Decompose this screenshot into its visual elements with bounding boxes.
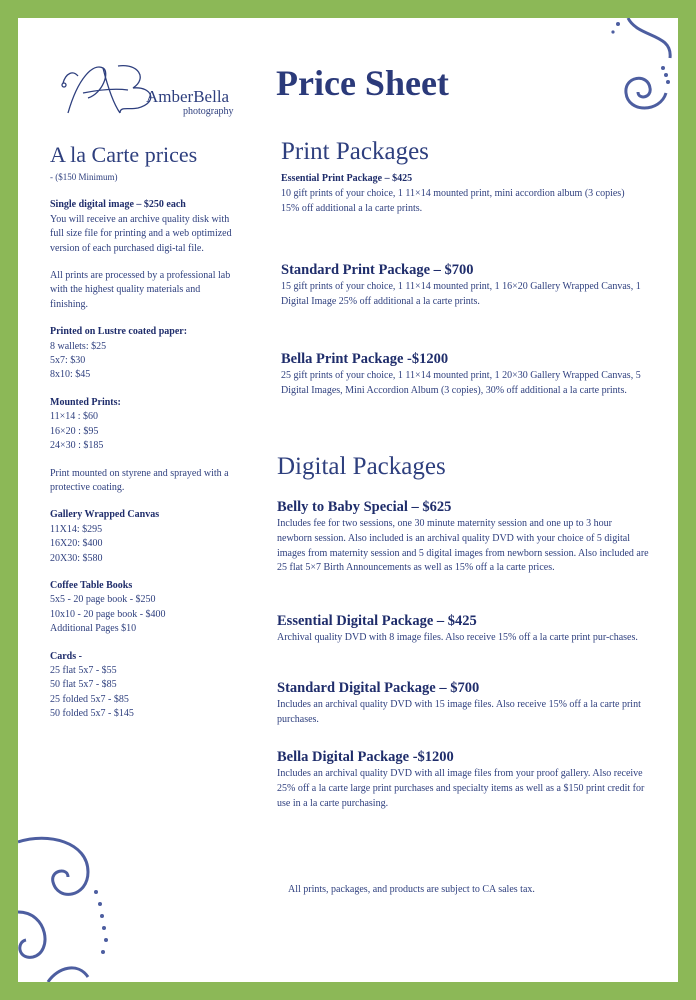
books-block <box>50 579 240 637</box>
list-item: 5x7: $30 <box>50 355 86 367</box>
single-image-title: Single digital image – $250 each <box>50 199 186 211</box>
package-desc: Includes fee for two sessions, one 30 minute maternity session and one up to 3 hour newborn session. Also included is an archival quality DVD with your choice of 5 digital images from maternity session and 5 digital images from newborn session. Also included are 25 flat 5×7 Birth Announcements as well as 15% off a la carte prices. <box>277 518 649 574</box>
process-note: All prints are processed by a professional lab with the highest quality materials and finishing. <box>50 270 231 310</box>
list-item: 16×20 : $95 <box>50 425 99 437</box>
package-standard-digital <box>277 678 649 728</box>
package-title: Bella Print Package -$1200 <box>281 351 449 367</box>
swirl-ornament-icon <box>18 782 118 982</box>
canvas-title: Gallery Wrapped Canvas <box>50 509 160 521</box>
swirl-ornament-icon <box>608 18 678 128</box>
package-desc: Archival quality DVD with 8 image files. Also receive 15% off a la carte print pur-chases. <box>277 632 638 643</box>
brand-subtitle: photography <box>183 106 234 117</box>
single-image-block <box>50 198 240 256</box>
price-sheet-page <box>18 18 678 982</box>
list-item: 8 wallets: $25 <box>50 340 107 352</box>
a-la-carte-column <box>50 142 240 735</box>
package-desc: Includes an archival quality DVD with 15 image files. Also receive 15% off a la carte print purchases. <box>277 699 641 725</box>
list-item: 25 folded 5x7 - $85 <box>50 693 129 705</box>
sales-tax-note: All prints, packages, and products are subject to CA sales tax. <box>288 884 535 895</box>
package-desc: Includes an archival quality DVD with all image files from your proof gallery. Also receive 25% off a la carte large print purchases and specialty items as well as a $150 print credit for use in a la carte purchasing. <box>277 768 645 809</box>
list-item: 50 flat 5x7 - $85 <box>50 679 117 691</box>
list-item: 11×14 : $60 <box>50 411 99 423</box>
package-essential-digital <box>277 611 649 646</box>
list-item: 16X20: $400 <box>50 538 103 550</box>
list-item: 50 folded 5x7 - $145 <box>50 708 134 720</box>
a-la-carte-heading: A la Carte prices <box>50 142 198 167</box>
package-desc: 10 gift prints of your choice, 1 11×14 mounted print, mini accordion album (3 copies) 15% off additional a la carte prints. <box>281 187 625 214</box>
package-bella-digital <box>277 747 649 811</box>
page-title: Price Sheet <box>276 63 449 103</box>
amberbella-logo <box>58 58 258 128</box>
package-title: Bella Digital Package -$1200 <box>277 749 454 765</box>
list-item: 5x5 - 20 page book - $250 <box>50 594 156 606</box>
package-bella-print <box>281 349 641 399</box>
list-item: 24×30 : $185 <box>50 440 104 452</box>
package-standard-print <box>281 260 641 310</box>
list-item: 25 flat 5x7 - $55 <box>50 664 117 676</box>
package-belly-to-baby <box>277 497 649 576</box>
brand-name: AmberBella <box>146 87 230 106</box>
lustre-block <box>50 325 240 383</box>
mounted-note: Print mounted on styrene and sprayed with a protective coating. <box>50 467 229 493</box>
list-item: Additional Pages $10 <box>50 623 137 635</box>
canvas-block <box>50 508 240 566</box>
list-item: 10x10 - 20 page book - $400 <box>50 608 166 620</box>
package-essential-print <box>281 172 641 216</box>
list-item: 20X30: $580 <box>50 552 103 564</box>
lustre-title: Printed on Lustre coated paper: <box>50 326 188 338</box>
cards-title: Cards - <box>50 650 82 662</box>
package-title: Belly to Baby Special – $625 <box>277 499 452 515</box>
package-title: Essential Print Package – $425 <box>281 173 413 184</box>
cards-block <box>50 650 240 722</box>
package-desc: 15 gift prints of your choice, 1 11×14 mounted print, 1 16×20 Gallery Wrapped Canvas, 1 Digital Image 25% off additional a la carte prints. <box>281 281 641 307</box>
list-item: 11X14: $295 <box>50 523 103 535</box>
package-desc: 25 gift prints of your choice, 1 11×14 mounted print, 1 20×30 Gallery Wrapped Canvas, 5 Digital Images, Mini Accordion Album (3 copies), 30% off additional a la carte prints. <box>281 370 641 396</box>
print-packages-heading: Print Packages <box>281 138 429 165</box>
single-image-desc: You will receive an archive quality disk with full size file for printing and a web optimized version of each purchased digi-tal file. <box>50 213 232 254</box>
package-title: Standard Digital Package – $700 <box>277 680 480 696</box>
package-title: Standard Print Package – $700 <box>281 262 474 278</box>
digital-packages-heading: Digital Packages <box>277 453 446 480</box>
mounted-title: Mounted Prints: <box>50 396 121 408</box>
package-title: Essential Digital Package – $425 <box>277 613 477 629</box>
books-title: Coffee Table Books <box>50 579 133 591</box>
minimum-note: - ($150 Minimum) <box>50 172 118 182</box>
mounted-block <box>50 396 240 454</box>
list-item: 8x10: $45 <box>50 369 91 381</box>
